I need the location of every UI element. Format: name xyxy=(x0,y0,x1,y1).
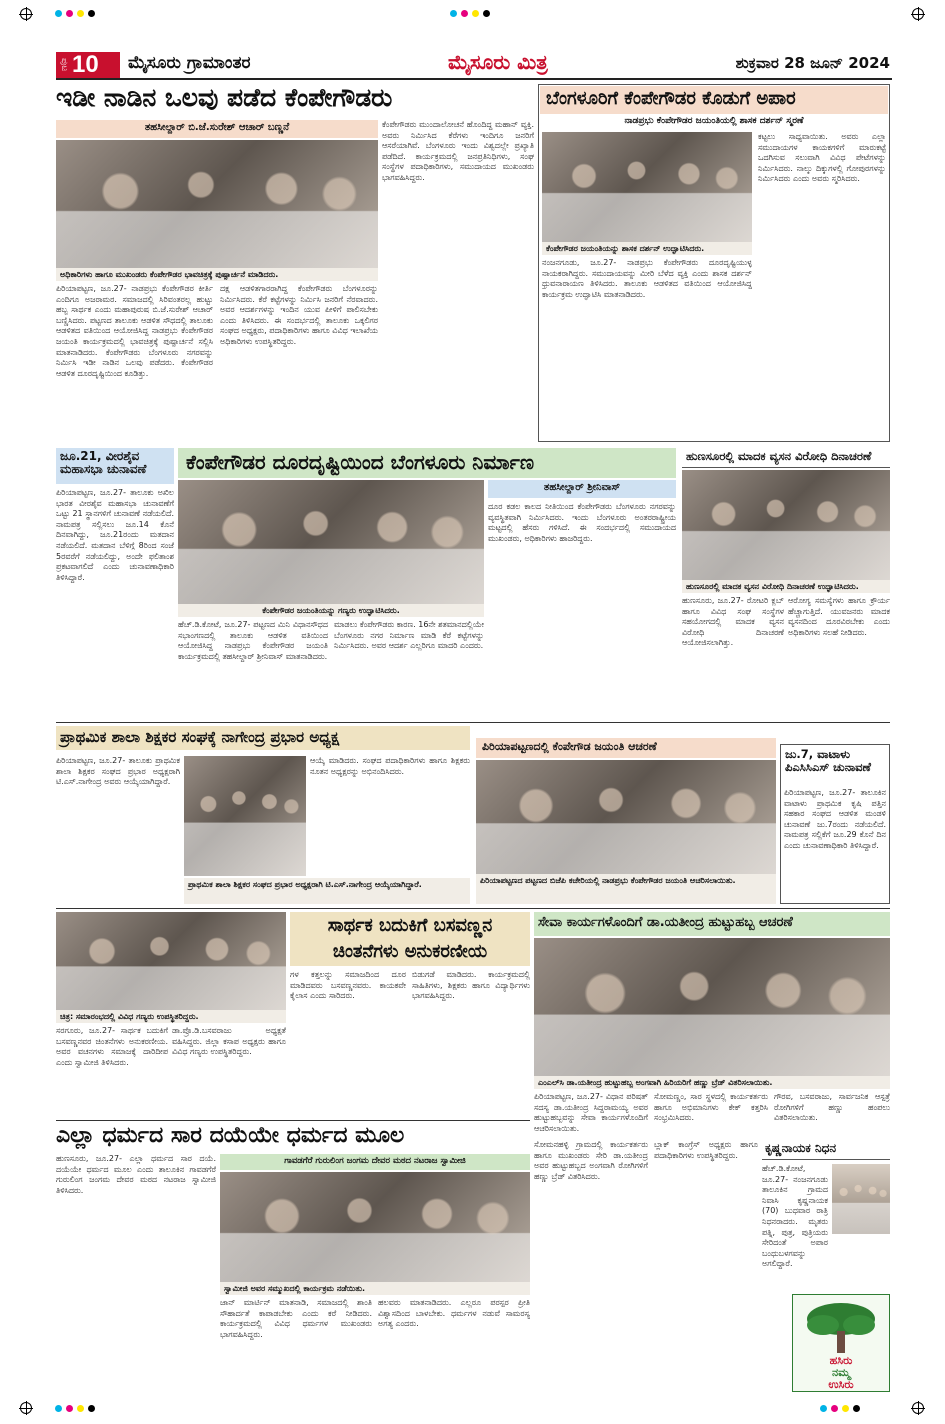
color-calibration-dots xyxy=(55,10,95,17)
brief2-text: ಪಿರಿಯಾಪಟ್ಟಣ, ಜೂ.27- ತಾಲೂಕಿನ ವಾಟಾಳು ಪ್ರಾಥಮಿಕ ಕೃಷಿ ಪತ್ತಿನ ಸಹಕಾರ ಸಂಘದ ಆಡಳಿತ ಮಂಡಳಿ ಚುನಾವಣೆ ಜು.7ರಂದು ನಡೆಯಲಿದೆ. ನಾಮಪತ್ರ ಸಲ್ಲಿಕೆಗೆ ಜೂ.29 ಕೊನೆ ದಿನ ಎಂದು ಚುನಾವಣಾಧಿಕಾರಿ ತಿಳಿಸಿದ್ದಾರೆ. xyxy=(784,788,886,850)
article1-headline: ಇಡೀ ನಾಡಿನ ಒಲವು ಪಡೆದ ಕೆಂಪೇಗೌಡರು xyxy=(56,83,393,112)
masthead xyxy=(56,50,892,80)
article7-headline: ಚಿಂತನೆಗಳು ಅನುಕರಣೀಯ xyxy=(290,940,530,966)
article9-subhead: ಗಾವಡಗೆರೆ ಗುರುಲಿಂಗ ಜಂಗಮ ದೇವರ ಮಠದ ನಟರಾಜ ಸ್ವಾಮೀಜಿ xyxy=(220,1154,530,1170)
article10-text: ಸೋಮನಹಳ್ಳಿ ಗ್ರಾಮದಲ್ಲಿ ಕಾರ್ಯಕರ್ತರು ಹಾಗೂ ಮುಖಂಡರು ಸೇರಿ ಡಾ.ಯತೀಂದ್ರ ಅವರ ಹುಟ್ಟುಹಬ್ಬದ ಅಂಗವಾಗಿ ರೋಗಿಗಳಿಗೆ ಹಣ್ಣು ಬ್ರೆಡ್ ವಿತರಿಸಿದರು. xyxy=(534,1140,648,1181)
article7-text: ಸರಗೂರು, ಜೂ.27- ಸಾರ್ಥಕ ಬದುಕಿಗೆ ಬಸವಣ್ಣನವರ ಚಿಂತನೆಗಳು ಅನುಕರಣೀಯ. ಅವರ ವಚನಗಳು ಸಮಾಜಕ್ಕೆ ದಾರಿದೀಪ ಎಂದು ಸ್ವಾಮೀಜಿ ತಿಳಿಸಿದರು. xyxy=(56,1026,168,1067)
article9-caption: ಸ್ವಾಮೀಜಿ ಅವರ ಸಮ್ಮುಖದಲ್ಲಿ ಕಾರ್ಯಕ್ರಮ ನಡೆಯಿತು. xyxy=(220,1282,530,1295)
article6-photo xyxy=(476,760,776,874)
article2-caption: ಕೆಂಪೇಗೌಡರ ಜಯಂತಿಯನ್ನು ಶಾಸಕ ದರ್ಶನ್ ಉದ್ಘಾಟಿಸಿದರು. xyxy=(542,242,752,255)
article4-photo xyxy=(682,470,890,580)
article5-photo xyxy=(184,756,306,876)
article9-photo xyxy=(220,1172,530,1282)
article5-caption: ಪ್ರಾಥಮಿಕ ಶಾಲಾ ಶಿಕ್ಷಕರ ಸಂಘದ ಪ್ರಭಾರ ಅಧ್ಯಕ್ಷರಾಗಿ ಟಿ.ಎಸ್.ನಾಗೇಂದ್ರ ಆಯ್ಕೆಯಾಗಿದ್ದಾರೆ. xyxy=(184,878,470,904)
article4-headline: ಹುಣಸೂರಲ್ಲಿ ಮಾದಕ ವ್ಯಸನ ವಿರೋಧಿ ದಿನಾಚರಣೆ xyxy=(682,448,890,468)
obituary-headline: ಕೃಷ್ಣನಾಯಕ ನಿಧನ xyxy=(762,1140,890,1160)
paper-name: ಮೈಸೂರು ಮಿತ್ರ xyxy=(448,50,548,74)
article7-photo xyxy=(56,912,286,1010)
article2-text: ಕಟ್ಟಲು ಸಾಧ್ಯವಾಯಿತು. ಅವರು ಎಲ್ಲಾ ಸಮುದಾಯಗಳ ಕಾಯಕಗಳಿಗೆ ಮಾರುಕಟ್ಟೆ ಒದಗಿಸುವ ಸಲುವಾಗಿ ವಿವಿಧ ಪೇಟೆಗಳನ್ನು ನಿರ್ಮಿಸಿದರು. ನಾಲ್ಕು ದಿಕ್ಕುಗಳಲ್ಲಿ ಗೋಪುರಗಳನ್ನು ನಿರ್ಮಿಸಿದರು ಎಂದು ಅವರು ಸ್ಮರಿಸಿದರು. xyxy=(758,132,886,184)
article6-caption: ಪಿರಿಯಾಪಟ್ಟಣದ ಪಟ್ಟಣದ ಬಿಜೆಪಿ ಕಚೇರಿಯಲ್ಲಿ ನಾಡಪ್ರಭು ಕೆಂಪೇಗೌಡರ ಜಯಂತಿ ಆಚರಿಸಲಾಯಿತು. xyxy=(476,874,776,904)
article8-text: ಪಿರಿಯಾಪಟ್ಟಣ, ಜೂ.27- ವಿಧಾನ ಪರಿಷತ್ ಸದಸ್ಯ ಡಾ.ಯತೀಂದ್ರ ಸಿದ್ದರಾಮಯ್ಯ ಅವರ ಹುಟ್ಟುಹಬ್ಬವನ್ನು ಸೇವಾ ಕಾರ್ಯಗಳೊಂದಿಗೆ ಆಚರಿಸಲಾಯಿತು. xyxy=(534,1092,648,1133)
article10-text: ಬ್ಲಾಕ್ ಕಾಂಗ್ರೆಸ್ ಅಧ್ಯಕ್ಷರು ಹಾಗೂ ಪದಾಧಿಕಾರಿಗಳು ಉಪಸ್ಥಿತರಿದ್ದರು. xyxy=(654,1140,758,1160)
logo-line: ನಮ್ಮ xyxy=(831,1366,851,1379)
brief1-headline: ಜೂ.21, ವೀರಶೈವ ಮಹಾಸಭಾ ಚುನಾವಣೆ xyxy=(56,448,174,484)
article3-caption: ಕೆಂಪೇಗೌಡರ ಜಯಂತಿಯನ್ನು ಗಣ್ಯರು ಉದ್ಘಾಟಿಸಿದರು. xyxy=(178,604,484,617)
article1-text: ಪಿರಿಯಾಪಟ್ಟಣ, ಜೂ.27- ನಾಡಪ್ರಭು ಕೆಂಪೇಗೌಡರ ಕೀರ್ತಿ ಎಂದಿಗೂ ಅಜರಾಮರ. ಸಮಾಜದಲ್ಲಿ ಸಿರಿವಂತರಲ್ಲ ಹುಟ್ಟು ಹಬ್ಬ ಸಾರ್ಥಕ ಎಂದು ಮಹಾಪುರುಷ ಬಿ.ಜೆ.ಸುರೇಶ್ ಆಚಾರ್ ಬಣ್ಣಿಸಿದರು. ಪಟ್ಟಣದ ತಾಲೂಕು ಆಡಳಿತ ಸೌಧದಲ್ಲಿ ತಾಲೂಕು ಆಡಳಿತದ ವತಿಯಿಂದ ಆಯೋಜಿಸಿದ್ದ ನಾಡಪ್ರಭು ಕೆಂಪೇಗೌಡರ ಜಯಂತಿ ಕಾರ್ಯಕ್ರಮದಲ್ಲಿ ಭಾವಚಿತ್ರಕ್ಕೆ ಪುಷ್ಪಾರ್ಚನೆ ಸಲ್ಲಿಸಿ ಮಾತನಾಡಿದರು. ಕೆಂಪೇಗೌಡರು ಬೆಂಗಳೂರು ನಗರವನ್ನು ನಿರ್ಮಿಸಿ ಇಡೀ ನಾಡಿನ ಒಲವು ಪಡೆದರು. ಕೆಂಪೇಗೌಡರ ಆಡಳಿತ ದೂರದೃಷ್ಟಿಯಿಂದ ಕೂಡಿತ್ತು. xyxy=(56,284,213,378)
article9-text: ಹಲವರು ಮಾತನಾಡಿದರು. ಎಲ್ಲರೂ ಪರಸ್ಪರ ಪ್ರೀತಿ ವಿಶ್ವಾಸದಿಂದ ಬಾಳಬೇಕು. ಧರ್ಮಗಳ ನಡುವೆ ಸಾಮರಸ್ಯ ಅಗತ್ಯ ಎಂದರು. xyxy=(378,1298,530,1329)
article2-photo xyxy=(542,132,752,242)
page-label: ಪುಟ xyxy=(59,58,69,72)
color-calibration-dots xyxy=(450,10,490,17)
article6-headline: ಪಿರಿಯಾಪಟ್ಟಣದಲ್ಲಿ ಕೆಂಪೇಗೌಡ ಜಯಂತಿ ಆಚರಣೆ xyxy=(476,738,776,758)
obituary-text: ಹೆಚ್.ಡಿ.ಕೋಟೆ, ಜೂ.27- ನಂಜನಗೂಡು ತಾಲೂಕಿನ ಗ್ರಾಮದ ನಿವಾಸಿ ಕೃಷ್ಣನಾಯಕ (70) ಬುಧವಾರ ರಾತ್ರಿ ನಿಧನರಾದರು. ಮೃತರು ಪತ್ನಿ, ಪುತ್ರ, ಪುತ್ರಿಯರು ಸೇರಿದಂತೆ ಅಪಾರ ಬಂಧುಬಳಗವನ್ನು ಅಗಲಿದ್ದಾರೆ. xyxy=(762,1164,828,1269)
section-divider xyxy=(56,722,890,723)
logo-line: ಉಸಿರು xyxy=(828,1378,854,1391)
article3-headline: ಕೆಂಪೇಗೌಡರ ದೂರದೃಷ್ಟಿಯಿಂದ ಬೆಂಗಳೂರು ನಿರ್ಮಾಣ xyxy=(178,448,676,478)
article5-headline: ಪ್ರಾಥಮಿಕ ಶಾಲಾ ಶಿಕ್ಷಕರ ಸಂಘಕ್ಕೆ ನಾಗೇಂದ್ರ ಪ್ರಭಾರ ಅಧ್ಯಕ್ಷ xyxy=(56,726,470,750)
article3-text: ದೂರ ಕಡಲ ಕಾಲದ ನೀತಿಯಿಂದ ಕೆಂಪೇಗೌಡರು ಬೆಂಗಳೂರು ನಗರವನ್ನು ವ್ಯವಸ್ಥಿತವಾಗಿ ನಿರ್ಮಿಸಿದರು. ಇಂದು ಬೆಂಗಳೂರು ಅಂತರರಾಷ್ಟ್ರೀಯ ಮಟ್ಟದಲ್ಲಿ ಹೆಸರು ಗಳಿಸಿದೆ. ಈ ಸಂದರ್ಭದಲ್ಲಿ ಸಮುದಾಯದ ಮುಖಂಡರು, ಅಧಿಕಾರಿಗಳು ಹಾಜರಿದ್ದರು. xyxy=(488,502,676,543)
article7-caption: ಚಿತ್ರ: ಸಮಾರಂಭದಲ್ಲಿ ವಿವಿಧ ಗಣ್ಯರು ಉಪಸ್ಥಿತರಿದ್ದರು. xyxy=(56,1010,286,1023)
article9-headline: ಎಲ್ಲಾ ಧರ್ಮದ ಸಾರ ದಯೆಯೇ ಧರ್ಮದ ಮೂಲ xyxy=(56,1123,405,1148)
page-number-box xyxy=(56,52,120,78)
article2-headline: ಬೆಂಗಳೂರಿಗೆ ಕೆಂಪೇಗೌಡರ ಕೊಡುಗೆ ಅಪಾರ xyxy=(540,86,888,114)
article1-text: ದಕ್ಷ ಆಡಳಿತಗಾರರಾಗಿದ್ದ ಕೆಂಪೇಗೌಡರು ಬೆಂಗಳೂರನ್ನು ನಿರ್ಮಿಸಿದರು. ಕೆರೆ ಕಟ್ಟೆಗಳನ್ನು ನಿರ್ಮಿಸಿ ಜನರಿಗೆ ನೆರವಾದರು. ಅವರ ಆದರ್ಶಗಳನ್ನು ಇಂದಿನ ಯುವ ಪೀಳಿಗೆ ಪಾಲಿಸಬೇಕು ಎಂದು ತಿಳಿಸಿದರು. ಈ ಸಂದರ್ಭದಲ್ಲಿ ತಾಲೂಕು ಒಕ್ಕಲಿಗರ ಸಂಘದ ಅಧ್ಯಕ್ಷರು, ಪದಾಧಿಕಾರಿಗಳು ಹಾಗೂ ವಿವಿಧ ಇಲಾಖೆಯ ಅಧಿಕಾರಿಗಳು ಉಪಸ್ಥಿತರಿದ್ದರು. xyxy=(220,284,378,346)
article3-text: ಮಾಡಲು ಕೆಂಪೇಗೌಡರು ಕಾರಣ. 16ನೇ ಶತಮಾನದಲ್ಲಿಯೇ ಬೆಂಗಳೂರು ನಗರ ನಿರ್ಮಾಣ ಮಾಡಿ ಕೆರೆ ಕಟ್ಟೆಗಳನ್ನು ನಿರ್ಮಿಸಿದರು. ಅವರ ಆದರ್ಶ ಎಲ್ಲರಿಗೂ ಮಾದರಿ ಎಂದರು. xyxy=(334,620,484,651)
color-calibration-dots xyxy=(820,1405,860,1412)
article5-text: ಪಿರಿಯಾಪಟ್ಟಣ, ಜೂ.27- ತಾಲೂಕು ಪ್ರಾಥಮಿಕ ಶಾಲಾ ಶಿಕ್ಷಕರ ಸಂಘದ ಪ್ರಭಾರ ಅಧ್ಯಕ್ಷರಾಗಿ ಟಿ.ಎಸ್.ನಾಗೇಂದ್ರ ಅವರು ಆಯ್ಕೆಯಾಗಿದ್ದಾರೆ. xyxy=(56,756,180,787)
article9-text: ಹುಣಸೂರು, ಜೂ.27- ಎಲ್ಲಾ ಧರ್ಮದ ಸಾರ ದಯೆ. ದಯೆಯೇ ಧರ್ಮದ ಮೂಲ ಎಂದು ತಾಲೂಕಿನ ಗಾವಡಗೆರೆ ಗುರುಲಿಂಗ ಜಂಗಮ ದೇವರ ಮಠದ ನಟರಾಜ ಸ್ವಾಮೀಜಿ ತಿಳಿಸಿದರು. xyxy=(56,1154,216,1195)
article8-text: ಗೌರವ, ಬಸವರಾಜು, ಸಾರ್ವಜನಿಕ ಆಸ್ಪತ್ರೆ ರೋಗಿಗಳಿಗೆ ಹಣ್ಣು ಹಂಪಲು ವಿತರಿಸಲಾಯಿತು. xyxy=(774,1092,890,1123)
registration-mark-icon xyxy=(20,1402,32,1414)
article2-text: ನಂಜನಗೂಡು, ಜೂ.27- ನಾಡಪ್ರಭು ಕೆಂಪೇಗೌಡರು ದೂರದೃಷ್ಟಿಯುಳ್ಳ ನಾಯಕರಾಗಿದ್ದರು. ಸಮುದಾಯವನ್ನು ಮೀರಿ ಬೆಳೆದ ವ್ಯಕ್ತಿ ಎಂದು ಶಾಸಕ ದರ್ಶನ್ ಧ್ರುವನಾರಾಯಣ ತಿಳಿಸಿದರು. ತಾಲೂಕು ಆಡಳಿತದ ವತಿಯಿಂದ ಆಯೋಜಿಸಿದ್ದ ಕಾರ್ಯಕ್ರಮ ಉದ್ಘಾಟಿಸಿ ಮಾತನಾಡಿದರು. xyxy=(542,258,752,299)
article2-subhead: ನಾಡಪ್ರಭು ಕೆಂಪೇಗೌಡರ ಜಯಂತಿಯಲ್ಲಿ ಶಾಸಕ ದರ್ಶನ್ ಸ್ಮರಣೆ xyxy=(540,114,888,130)
article8-photo xyxy=(534,938,890,1076)
article1-subhead: ತಹಸೀಲ್ದಾರ್ ಬಿ.ಜೆ.ಸುರೇಶ್ ಆಚಾರ್ ಬಣ್ಣನೆ xyxy=(56,120,378,138)
section-divider xyxy=(56,908,890,909)
brief2-headline: ಜು.7, ವಾಟಾಳು ಪಿಎಸಿಸಿಎಸ್ ಚುನಾವಣೆ xyxy=(785,747,871,774)
article8-text: ಸೋಮಣ್ಣಂ, ಸಾರ ಸ್ಥಳದಲ್ಲಿ ಕಾರ್ಯಕರ್ತರು ಹಾಗೂ ಅಭಿಮಾನಿಗಳು ಕೇಕ್ ಕತ್ತರಿಸಿ ಸಂಭ್ರಮಿಸಿದರು. xyxy=(654,1092,768,1123)
article7-text: ಗಳ ಕತ್ತಲನ್ನು ಸಮಾಜದಿಂದ ದೂರ ಮಾಡಿದವರು ಬಸವಣ್ಣನವರು. ಕಾಯಕವೇ ಕೈಲಾಸ ಎಂದು ಸಾರಿದರು. xyxy=(290,970,406,1001)
article3-subhead: ತಹಸೀಲ್ದಾರ್ ಶ್ರೀನಿವಾಸ್ xyxy=(488,480,676,498)
article1-photo xyxy=(56,140,378,268)
article1-text: ಕೆಂಪೇಗೌಡರು ಮುಂದಾಲೋಚನೆ ಹೊಂದಿದ್ದ ಮಹಾನ್ ವ್ಯಕ್ತಿ. ಅವರು ನಿರ್ಮಿಸಿದ ಕೆರೆಗಳು ಇಂದಿಗೂ ಜನರಿಗೆ ಆಸರೆಯಾಗಿವೆ. ಬೆಂಗಳೂರು ಇಂದು ವಿಶ್ವದಲ್ಲೇ ಪ್ರಖ್ಯಾತಿ ಪಡೆದಿದೆ. ಕಾರ್ಯಕ್ರಮದಲ್ಲಿ ಜನಪ್ರತಿನಿಧಿಗಳು, ಸಂಘ ಸಂಸ್ಥೆಗಳ ಪದಾಧಿಕಾರಿಗಳು, ಸಮುದಾಯದ ಮುಖಂಡರು ಭಾಗವಹಿಸಿದ್ದರು. xyxy=(382,120,534,182)
article7-text: ಬಿಡುಗಡೆ ಮಾಡಿದರು. ಕಾರ್ಯಕ್ರಮದಲ್ಲಿ ಸಾಹಿತಿಗಳು, ಶಿಕ್ಷಕರು ಹಾಗೂ ವಿದ್ಯಾರ್ಥಿಗಳು ಭಾಗವಹಿಸಿದ್ದರು. xyxy=(412,970,530,1001)
registration-mark-icon xyxy=(912,1402,924,1414)
registration-mark-icon xyxy=(20,8,32,20)
article7-text: ಡಾ.ಪ್ರೊ.ಡಿ.ಬಸವರಾಜು ಅಧ್ಯಕ್ಷತೆ ವಹಿಸಿದ್ದರು. ಜಿಲ್ಲಾ ಕಸಾಪ ಅಧ್ಯಕ್ಷರು ಹಾಗೂ ವಿವಿಧ ಗಣ್ಯರು ಉಪಸ್ಥಿತರಿದ್ದರು. xyxy=(172,1026,286,1057)
green-tree-logo xyxy=(792,1294,890,1392)
article4-text: ಆರೋಗ್ಯ ಸಮಸ್ಯೆಗಳು ಹಾಗೂ ಕ್ರೌರ್ಯ ಹೆಚ್ಚಾಗುತ್ತಿದೆ. ಯುವಜನರು ಮಾದಕ ವ್ಯಸನದಿಂದ ದೂರವಿರಬೇಕು ಎಂದು ಅಧಿಕಾರಿಗಳು ಸಲಹೆ ನೀಡಿದರು. xyxy=(788,596,890,637)
tree-icon xyxy=(793,1297,889,1355)
article8-caption: ಎಂಎಲ್‌ಸಿ ಡಾ.ಯತೀಂದ್ರ ಹುಟ್ಟುಹಬ್ಬ ಅಂಗವಾಗಿ ಹಿರಿಯರಿಗೆ ಹಣ್ಣು ಬ್ರೆಡ್ ವಿತರಿಸಲಾಯಿತು. xyxy=(534,1076,890,1089)
article3-photo xyxy=(178,480,484,604)
article4-caption: ಹುಣಸೂರಲ್ಲಿ ಮಾದಕ ವ್ಯಸನ ವಿರೋಧಿ ದಿನಾಚರಣೆ ಉದ್ಘಾಟಿಸಿದರು. xyxy=(682,580,890,593)
article1-caption: ಅಧಿಕಾರಿಗಳು ಹಾಗೂ ಮುಖಂಡರು ಕೆಂಪೇಗೌಡರ ಭಾವಚಿತ್ರಕ್ಕೆ ಪುಷ್ಪಾರ್ಚನೆ ಮಾಡಿದರು. xyxy=(56,268,378,281)
registration-mark-icon xyxy=(912,8,924,20)
article3-text: ಹೆಚ್.ಡಿ.ಕೋಟೆ, ಜೂ.27- ಪಟ್ಟಣದ ಮಿನಿ ವಿಧಾನಸೌಧದ ಸಭಾಂಗಣದಲ್ಲಿ ತಾಲೂಕು ಆಡಳಿತ ವತಿಯಿಂದ ಆಯೋಜಿಸಿದ್ದ ನಾಡಪ್ರಭು ಕೆಂಪೇಗೌಡರ ಜಯಂತಿ ಕಾರ್ಯಕ್ರಮದಲ್ಲಿ ತಹಸೀಲ್ದಾರ್ ಶ್ರೀನಿವಾಸ್ ಮಾತನಾಡಿದರು. xyxy=(178,620,328,661)
logo-line: ಹಸಿರು xyxy=(829,1354,853,1367)
section-divider xyxy=(56,1120,530,1121)
article4-text: ಹುಣಸೂರು, ಜೂ.27- ರೋಟರಿ ಕ್ಲಬ್ ಹಾಗೂ ವಿವಿಧ ಸಂಘ ಸಂಸ್ಥೆಗಳ ಸಹಯೋಗದಲ್ಲಿ ಮಾದಕ ವ್ಯಸನ ವಿರೋಧಿ ದಿನಾಚರಣೆ ಆಯೋಜಿಸಲಾಗಿತ್ತು. xyxy=(682,596,784,648)
brief1-text: ಪಿರಿಯಾಪಟ್ಟಣ, ಜೂ.27- ತಾಲೂಕು ಅಖಿಲ ಭಾರತ ವೀರಶೈವ ಮಹಾಸಭಾ ಚುನಾವಣೆಗೆ ಒಟ್ಟು 21 ಸ್ಥಾನಗಳಿಗೆ ಚುನಾವಣೆ ನಡೆಯಲಿದೆ. ನಾಮಪತ್ರ ಸಲ್ಲಿಸಲು ಜೂ.14 ಕೊನೆ ದಿನವಾಗಿದ್ದು, ಜೂ.21ರಂದು ಮತದಾನ ನಡೆಯಲಿದೆ. ಮತದಾನ ಬೆಳಿಗ್ಗೆ 8ರಿಂದ ಸಂಜೆ 5ರವರೆಗೆ ನಡೆಯಲಿದ್ದು, ಅಂದೇ ಫಲಿತಾಂಶ ಪ್ರಕಟವಾಗಲಿದೆ ಎಂದು ಚುನಾವಣಾಧಿಕಾರಿ ತಿಳಿಸಿದ್ದಾರೆ. xyxy=(56,488,174,582)
article9-text: ಜಾನ್ ಮಾರ್ಟಿನ್ ಮಾತನಾಡಿ, ಸಮಾಜದಲ್ಲಿ ಶಾಂತಿ ಸೌಹಾರ್ದತೆ ಕಾಪಾಡಬೇಕು ಎಂದು ಕರೆ ನೀಡಿದರು. ಕಾರ್ಯಕ್ರಮದಲ್ಲಿ ವಿವಿಧ ಧರ್ಮಗಳ ಮುಖಂಡರು ಭಾಗವಹಿಸಿದ್ದರು. xyxy=(220,1298,372,1339)
issue-date: ಶುಕ್ರವಾರ 28 ಜೂನ್ 2024 xyxy=(735,54,890,72)
color-calibration-dots xyxy=(55,1405,95,1412)
article5-text: ಆಯ್ಕೆ ಮಾಡಿದರು. ಸಂಘದ ಪದಾಧಿಕಾರಿಗಳು ಹಾಗೂ ಶಿಕ್ಷಕರು ನೂತನ ಅಧ್ಯಕ್ಷರನ್ನು ಅಭಿನಂದಿಸಿದರು. xyxy=(310,756,470,776)
obituary-photo xyxy=(832,1164,890,1234)
section-title: ಮೈಸೂರು ಗ್ರಾಮಾಂತರ xyxy=(128,53,251,73)
page-number: 10 xyxy=(72,51,99,78)
article7-headline: ಸಾರ್ಥಕ ಬದುಕಿಗೆ ಬಸವಣ್ಣನ xyxy=(290,912,530,940)
article8-headline: ಸೇವಾ ಕಾರ್ಯಗಳೊಂದಿಗೆ ಡಾ.ಯತೀಂದ್ರ ಹುಟ್ಟುಹಬ್ಬ ಆಚರಣೆ xyxy=(534,912,890,936)
